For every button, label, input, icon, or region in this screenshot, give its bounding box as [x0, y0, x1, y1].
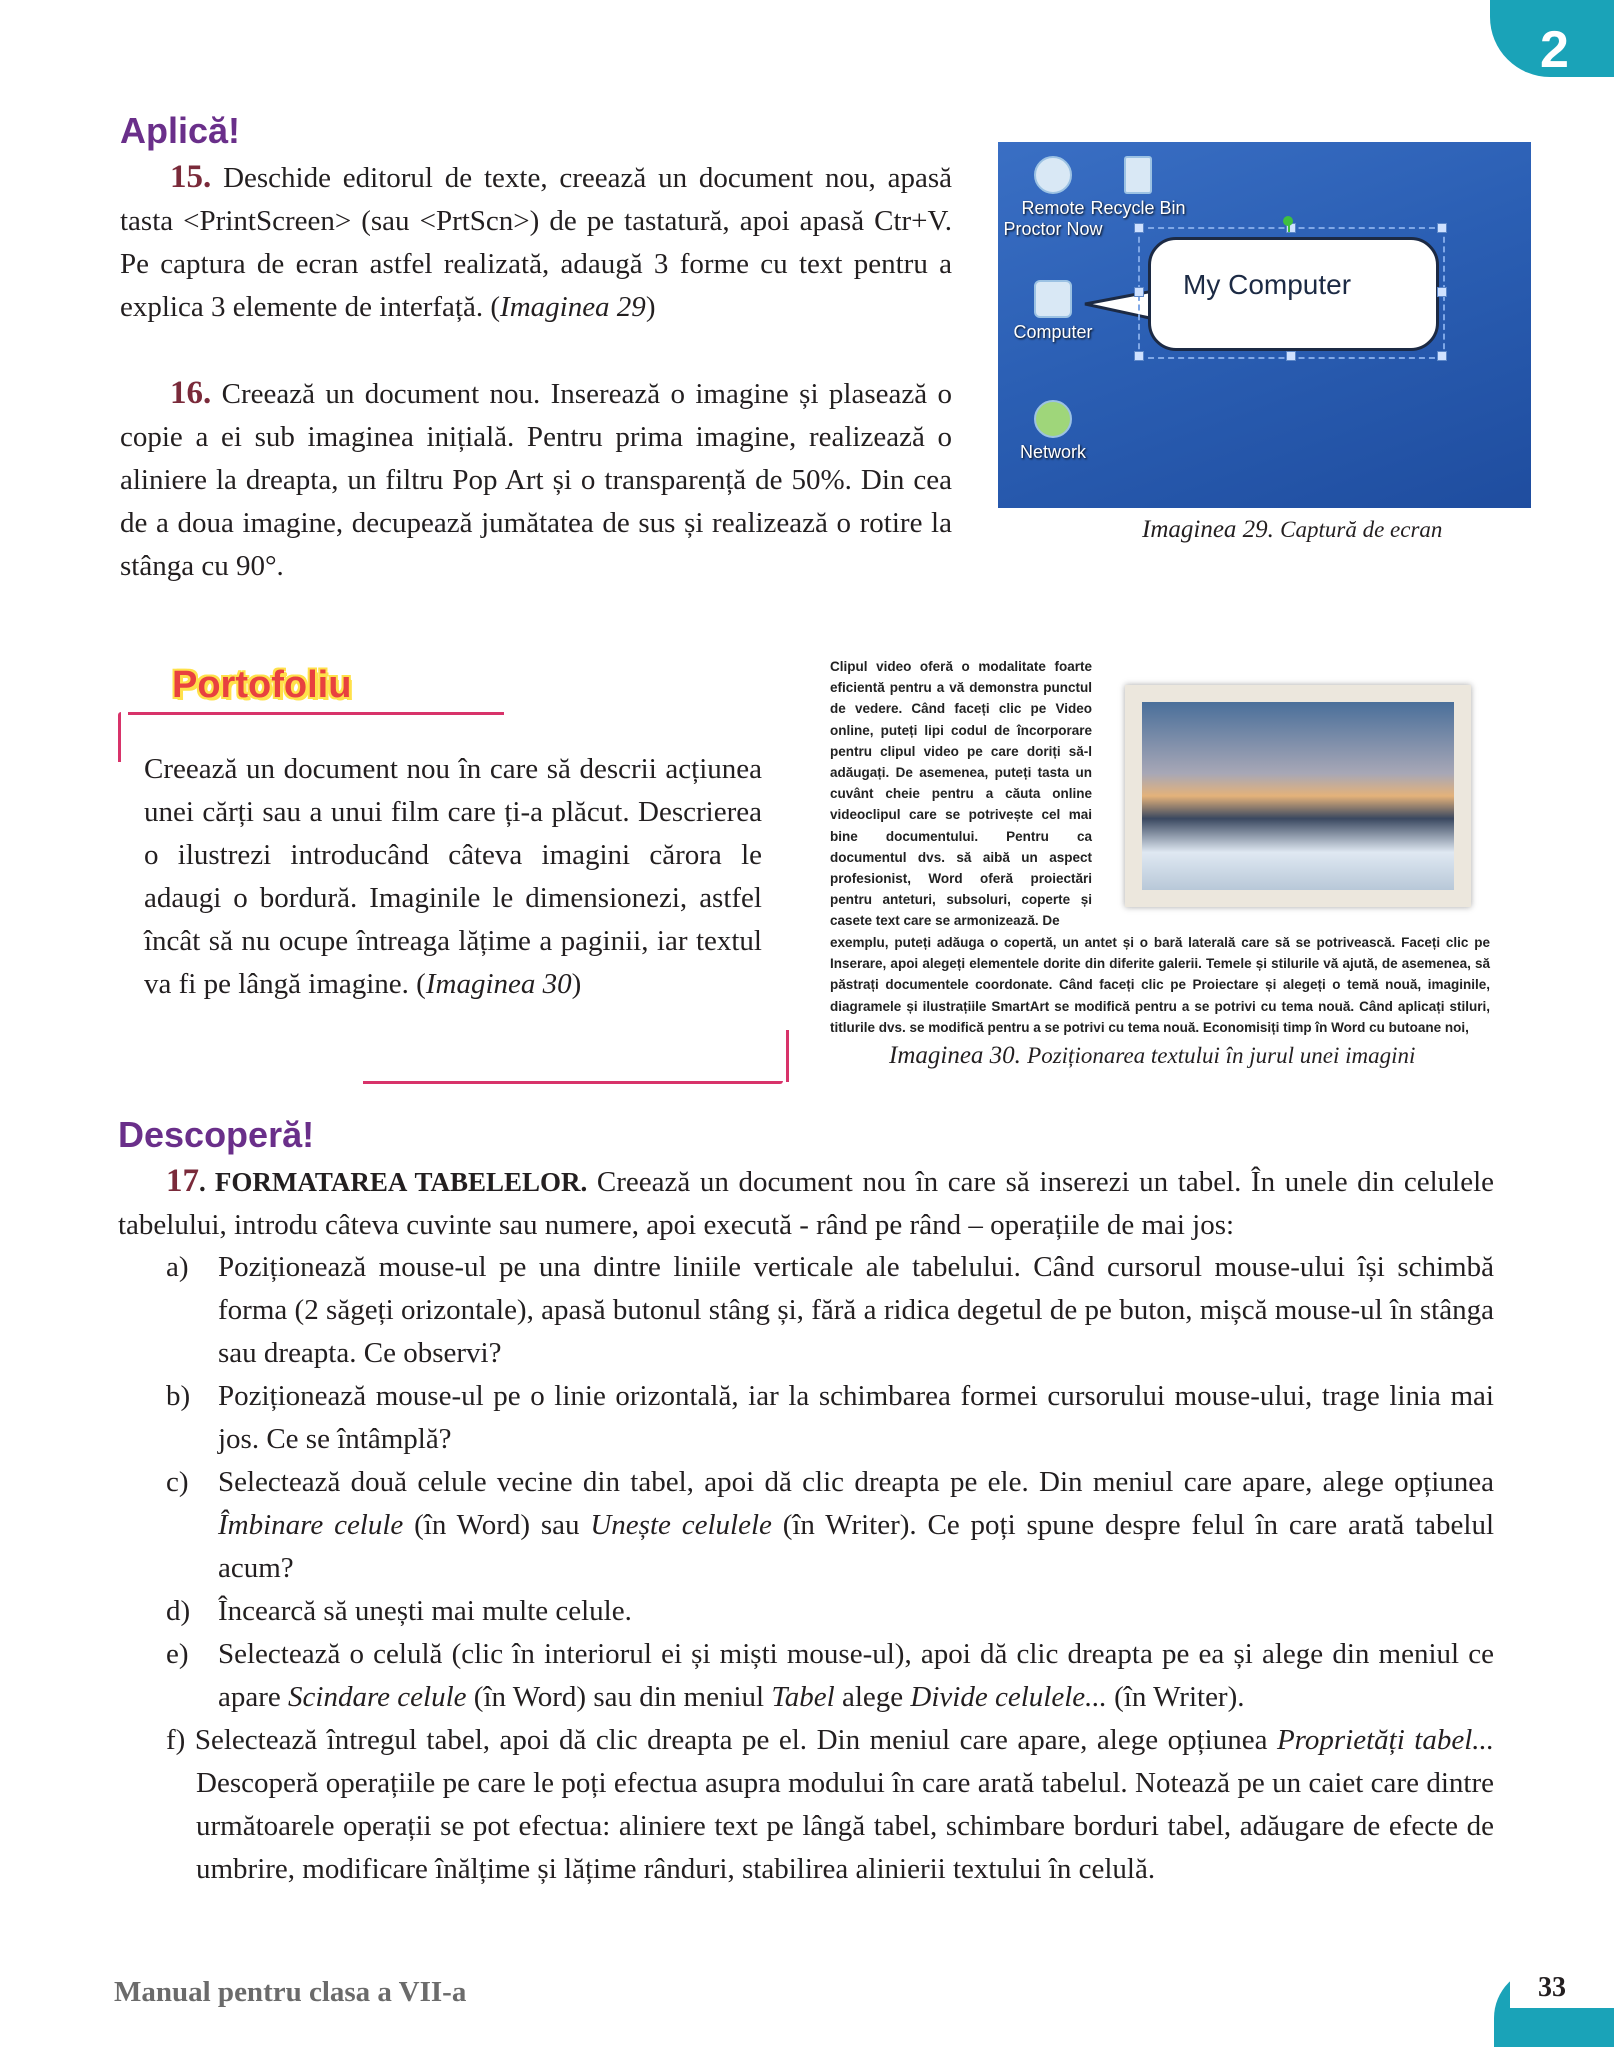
list-item — [166, 1375, 1494, 1461]
menu-option-name: Unește celulele — [590, 1509, 772, 1541]
paren-close: ) — [571, 968, 582, 1000]
item-text: Selectează întregul tabel, apoi dă clic dreapta pe el. Din meniul care apare, alege opțiunea — [194, 1724, 1277, 1756]
resize-handle — [1134, 223, 1144, 233]
icon-label: Remote Proctor Now — [1003, 198, 1103, 239]
discover-heading: Descoperă! — [118, 1114, 315, 1155]
exercise-16 — [120, 372, 952, 588]
list-item — [166, 1461, 1494, 1590]
image30-caption — [889, 1042, 1415, 1070]
portfolio-bottom-line — [363, 1081, 783, 1084]
resize-handle — [1286, 351, 1296, 361]
image-reference: Imaginea 30 — [425, 968, 572, 1000]
portfolio-text — [144, 748, 762, 1006]
item-label: c) — [166, 1466, 189, 1498]
exercise-text: Deschide editorul de texte, creează un document nou, apasă tasta <PrintScreen> (sau <PrtScn>) de pe tastatură, apoi apasă Ctr+V. Pe captura de ecran astfel realizată, adaugă 3 forme cu text pentru a explica 3 elemente de interfață. ( — [120, 162, 952, 323]
item-text: Încearcă să unești mai multe celule. — [218, 1595, 632, 1627]
book-title: Manual pentru clasa a VII-a — [114, 1976, 467, 2008]
resize-handle — [1134, 287, 1144, 297]
caption-subtitle: Poziționarea textului în jurul unei imagini — [1027, 1043, 1416, 1068]
caption-title: Imaginea 30. — [889, 1042, 1021, 1069]
exercise-15 — [120, 156, 952, 329]
item-text: Selectează două celule vecine din tabel, apoi dă clic dreapta pe ele. Din meniul care apare, alege opțiunea — [218, 1466, 1494, 1498]
recycle-bin-icon — [1083, 156, 1193, 219]
item-text: Poziționează mouse-ul pe o linie orizontală, iar la schimbarea formei cursorului mouse-ului, trage linia mai jos. Ce se întâmplă? — [218, 1380, 1494, 1455]
exercise-title: . FORMATAREA TABELELOR. — [199, 1167, 588, 1197]
resize-handle — [1437, 223, 1447, 233]
list-item — [166, 1246, 1494, 1375]
page-number: 33 — [1538, 1972, 1566, 2003]
list-item — [166, 1590, 1494, 1633]
menu-option-name: Tabel — [771, 1681, 835, 1713]
exercise-intro: Creează un document nou în care să inserezi un tabel. În unele din celulele tabelului, introdu câteva cuvinte sau numere, apoi execută - rând pe rând – operațiile de mai jos: — [118, 1166, 1495, 1241]
callout-shape — [1138, 227, 1443, 357]
portfolio-title: Portofoliu — [172, 664, 352, 706]
item-text: Selectează o celulă (clic în interiorul ei și miști mouse-ul), apoi dă clic dreapta pe ea și alege din meniul ce apare — [218, 1638, 1494, 1713]
item-label: d) — [166, 1595, 191, 1627]
exercise-number: 15. — [170, 159, 212, 195]
item-text: alege — [834, 1681, 911, 1713]
paren-close: ) — [645, 291, 656, 323]
exercise-text: Creează un document nou. Inserează o imagine și plasează o copie a ei sub imaginea inițială. Pentru prima imagine, realizează o aliniere la dreapta, un filtru Pop Art și o transparență de 50%. Din cea de a doua imagine, decupează jumătatea de sus și realizează o rotire la stânga cu 90°. — [120, 378, 952, 582]
callout-text: My Computer — [1183, 269, 1352, 300]
desktop-screenshot-image — [998, 142, 1531, 508]
icon-label: Network — [1019, 442, 1086, 462]
item-label: f) — [166, 1724, 186, 1756]
item-text: (în Writer). — [1106, 1681, 1245, 1713]
menu-option-name: Îmbinare celule — [218, 1509, 404, 1541]
resize-handle — [1437, 287, 1447, 297]
text-wrap-example-image — [828, 656, 1490, 1036]
list-item — [166, 1719, 1494, 1891]
portfolio-right-bracket — [786, 1030, 789, 1082]
network-icon — [998, 400, 1108, 463]
item-label: a) — [166, 1251, 189, 1283]
photo-frame — [1125, 685, 1471, 907]
menu-option-name: Divide celulele... — [910, 1681, 1107, 1713]
portfolio-top-line — [128, 712, 504, 715]
item-text: Descoperă operațiile pe care le poți efectua asupra modului în care arată tabelul. Notează pe un caiet care dintre următoarele operații se pot efectua: aliniere text pe lângă tabel, schimbare borduri tabel, adăugare de efecte de umbrire, modificare înălțime și lățime rânduri, stabilirea alinierii textului în celulă. — [196, 1767, 1494, 1885]
item-label: e) — [166, 1638, 189, 1670]
icon-label: Computer — [1013, 322, 1093, 342]
resize-handle — [1437, 351, 1447, 361]
item-text: Poziționează mouse-ul pe una dintre liniile verticale ale tabelului. Când cursorul mouse-ului își schimbă forma (2 săgeți orizontale), apasă butonul stâng și, fără a ridica degetul de pe buton, mișcă mouse-ul în stânga sau dreapta. Ce observi? — [218, 1251, 1494, 1369]
caption-title: Imaginea 29. — [1142, 516, 1274, 543]
landscape-photo — [1142, 702, 1454, 890]
resize-handle — [1134, 351, 1144, 361]
caption-subtitle: Captură de ecran — [1280, 517, 1443, 542]
portfolio-left-bracket — [118, 712, 121, 762]
icon-label: Recycle Bin — [1090, 198, 1186, 218]
exercise-17 — [118, 1160, 1494, 1247]
list-item — [166, 1633, 1494, 1719]
menu-option-name: Scindare celule — [288, 1681, 467, 1713]
wrap-text-bottom: exemplu, puteți adăuga o copertă, un antet și o bară laterală care să se potrivească. Faceți clic pe Inserare, apoi alegeți elementele dorite din diferite galerii. Temele și stilurile vă ajută, de asemenea, să păstrați documentele coordonate. Când faceți clic pe Proiectare și alegeți o temă nouă, imaginile, diagramele și ilustrațiile SmartArt se modifică pentru a se potrivi cu tema nouă. Când aplicați stiluri, titlurile dvs. se modifică pentru a se potrivi cu tema nouă. Economisiți timp în Word cu butoane noi, — [830, 935, 1490, 1035]
image-reference: Imaginea 29 — [500, 291, 646, 323]
exercise-number: 17 — [166, 1163, 199, 1199]
rotate-handle — [1283, 216, 1293, 226]
item-label: b) — [166, 1380, 191, 1412]
exercise-number: 16. — [170, 375, 212, 411]
chapter-number: 2 — [1540, 21, 1569, 79]
apply-heading: Aplică! — [120, 110, 241, 151]
item-text: (în Word) sau din meniul — [466, 1681, 772, 1713]
menu-option-name: Proprietăți tabel... — [1276, 1724, 1495, 1756]
image29-caption — [1142, 516, 1442, 544]
item-text: (în Writer). Ce poți spune despre felul în care arată tabelul acum? — [218, 1509, 1495, 1584]
item-text: (în Word) sau — [403, 1509, 591, 1541]
wrap-text-left: Clipul video oferă o modalitate foarte eficientă pentru a vă demonstra punctul de vedere. Când faceți clic pe Video online, puteți lipi codul de încorporare pentru clipul video pe care doriți să-l adăugați. De asemenea, puteți tasta un cuvânt cheie pentru a căuta online videoclipul care se potrivește cel mai bine documentului. Pentru ca documentul dvs. să aibă un aspect profesionist, Word oferă proiectări pentru anteturi, subsoluri, coperte și casete text care se armonizează. De — [830, 659, 1092, 929]
portfolio-body: Creează un document nou în care să descrii acțiunea unei cărți sau a unui film care ți-a plăcut. Descrierea o ilustrezi introducând câteva imagini cărora le adaugi o bordură. Imaginile le dimensionezi, astfel încât să nu ocupe întreaga lățime a paginii, iar textul va fi pe lângă imagine. ( — [144, 753, 762, 1000]
